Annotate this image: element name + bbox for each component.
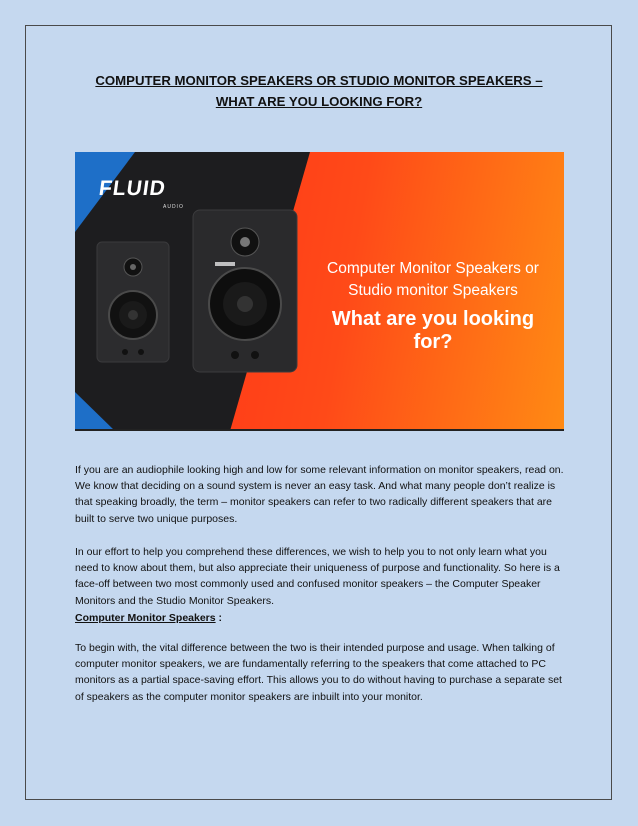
section-heading-colon: :: [215, 612, 223, 624]
hero-caption-line3: What are you looking for?: [331, 308, 535, 353]
hero-caption-line2: Studio monitor Speakers: [348, 282, 518, 299]
hero-caption-line1: Computer Monitor Speakers or: [327, 260, 539, 277]
paragraph-intro: If you are an audiophile looking high and low for some relevant information on monitor speakers, read on. We know that deciding on a sound system is never an easy task. And what many people don’t realize is that speaking broadly, the term – monitor speakers can refer to two radically different speakers that are built to serve two unique purposes.: [75, 464, 564, 525]
section-heading: [75, 610, 567, 626]
page-title: COMPUTER MONITOR SPEAKERS OR STUDIO MONITOR SPEAKERS – WHAT ARE YOU LOOKING FOR?: [95, 73, 543, 109]
paragraph-computer-monitor: To begin with, the vital difference between the two is their intended purpose and usage. When talking of computer monitor speakers, we are fundamentally referring to the speakers that come attached to PC monitors as a partial space-saving effort. This allows you to do without having to purchase a separate set of speakers as the computer monitor speakers are inbuilt into your monitor.: [75, 642, 562, 703]
section-heading-text: Computer Monitor Speakers: [75, 612, 216, 624]
fluid-logo: FLUID: [97, 177, 168, 200]
fluid-logo-sub: AUDIO: [163, 204, 184, 210]
large-speaker-icon: [193, 210, 297, 372]
hero-image: [75, 152, 564, 431]
paragraph-differences: In our effort to help you comprehend these differences, we wish to help you to not only learn what you need to know about them, but also appreciate their uniqueness of purpose and functionality. So here is a face-off between two most commonly used and confused monitor speakers – the Computer Speaker Monitors and the Studio Monitor Speakers.: [75, 546, 560, 607]
small-speaker-icon: [97, 242, 169, 362]
